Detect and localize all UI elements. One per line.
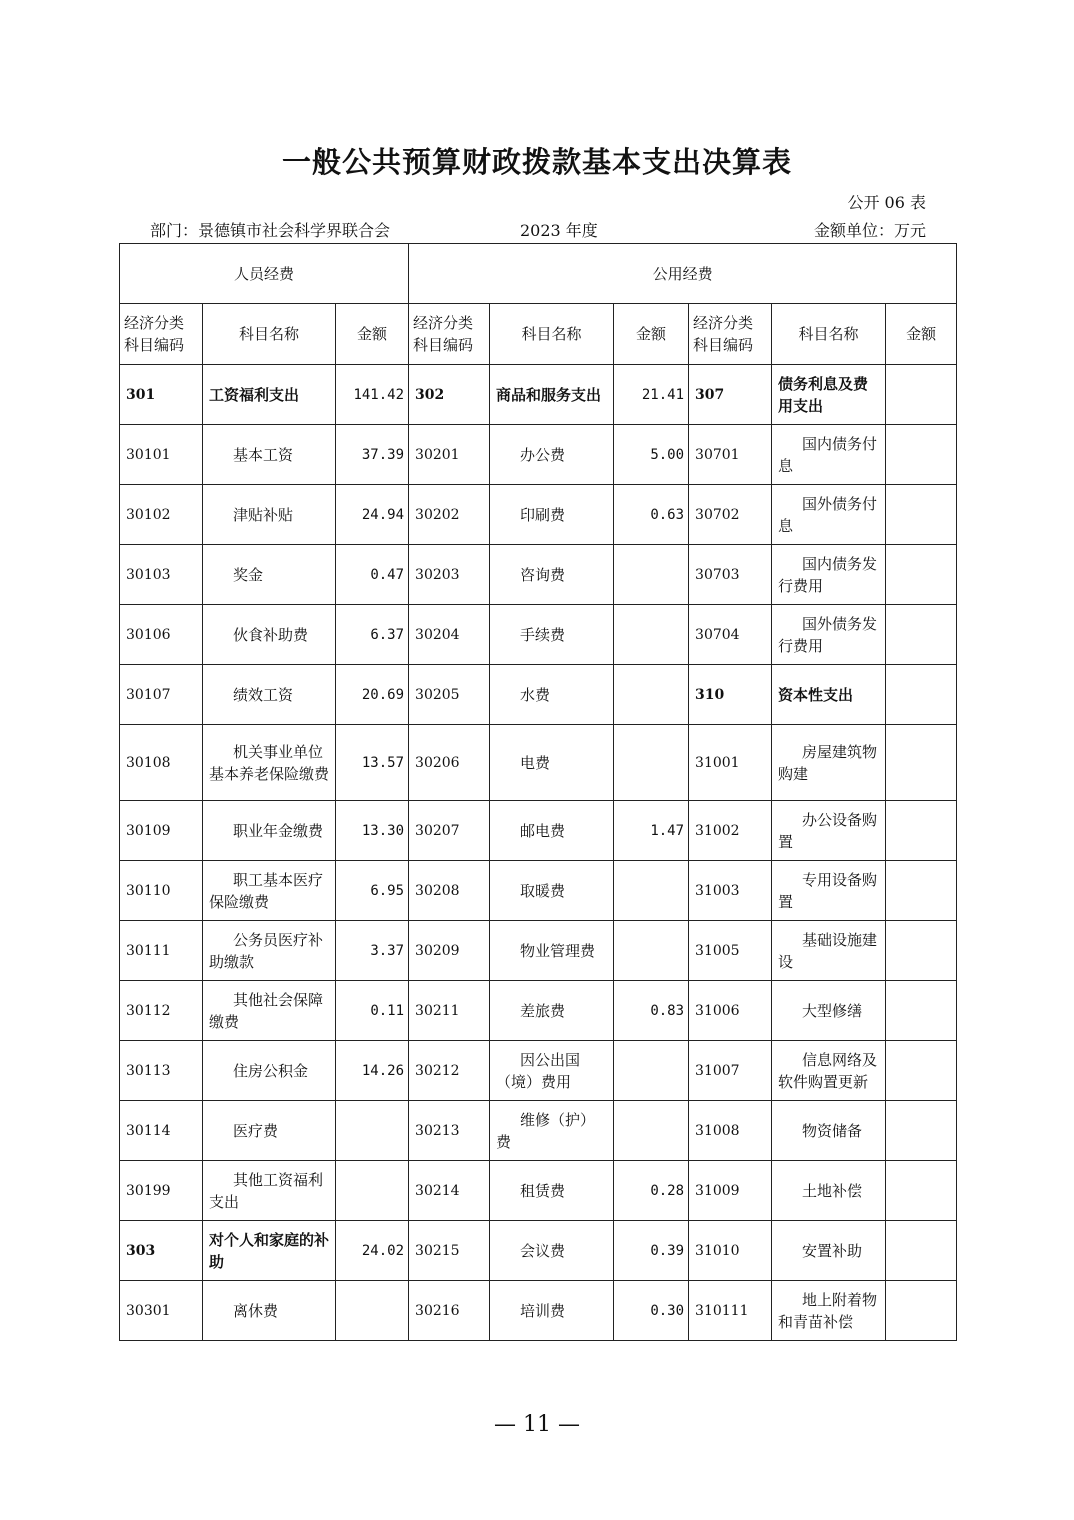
cell-amount (886, 485, 957, 545)
cell-amount: 0.28 (614, 1161, 689, 1221)
cell-name: 地上附着物和青苗补偿 (772, 1281, 886, 1341)
cell-code: 31010 (689, 1221, 772, 1281)
cell-code: 31003 (689, 861, 772, 921)
cell-amount (614, 605, 689, 665)
header-name: 科目名称 (203, 304, 336, 365)
cell-code: 30107 (120, 665, 203, 725)
cell-amount: 0.39 (614, 1221, 689, 1281)
cell-name: 物业管理费 (490, 921, 614, 981)
cell-code: 30199 (120, 1161, 203, 1221)
cell-name: 对个人和家庭的补助 (203, 1221, 336, 1281)
cell-amount: 24.02 (336, 1221, 409, 1281)
cell-amount: 24.94 (336, 485, 409, 545)
cell-amount (886, 425, 957, 485)
table-row (120, 1161, 957, 1221)
table-row (120, 725, 957, 801)
group-public: 公用经费 (409, 244, 957, 304)
cell-name: 专用设备购置 (772, 861, 886, 921)
cell-name: 手续费 (490, 605, 614, 665)
fiscal-year: 2023 年度 (520, 221, 598, 240)
cell-amount: 14.26 (336, 1041, 409, 1101)
table-row (120, 1101, 957, 1161)
cell-code: 307 (689, 365, 772, 425)
cell-amount (336, 1101, 409, 1161)
cell-code: 31009 (689, 1161, 772, 1221)
cell-amount: 21.41 (614, 365, 689, 425)
cell-name: 维修（护）费 (490, 1101, 614, 1161)
table-row (120, 1221, 957, 1281)
cell-amount (886, 921, 957, 981)
cell-code: 30703 (689, 545, 772, 605)
cell-code: 310111 (689, 1281, 772, 1341)
cell-code: 303 (120, 1221, 203, 1281)
cell-code: 30103 (120, 545, 203, 605)
cell-name: 培训费 (490, 1281, 614, 1341)
cell-amount: 3.37 (336, 921, 409, 981)
department: 部门：景德镇市社会科学界联合会 (150, 221, 391, 240)
header-amount: 金额 (886, 304, 957, 365)
cell-name: 公务员医疗补助缴款 (203, 921, 336, 981)
cell-name: 取暖费 (490, 861, 614, 921)
cell-amount: 6.37 (336, 605, 409, 665)
cell-name: 国外债务发行费用 (772, 605, 886, 665)
cell-code: 30101 (120, 425, 203, 485)
cell-name: 其他社会保障缴费 (203, 981, 336, 1041)
cell-name: 土地补偿 (772, 1161, 886, 1221)
header-code: 经济分类科目编码 (409, 304, 490, 365)
page-number: — 11 — (494, 1412, 580, 1437)
header-name: 科目名称 (772, 304, 886, 365)
cell-code: 31008 (689, 1101, 772, 1161)
cell-name: 离休费 (203, 1281, 336, 1341)
cell-amount: 20.69 (336, 665, 409, 725)
cell-code: 30704 (689, 605, 772, 665)
cell-amount: 5.00 (614, 425, 689, 485)
cell-code: 31007 (689, 1041, 772, 1101)
cell-name: 国外债务付息 (772, 485, 886, 545)
cell-code: 30111 (120, 921, 203, 981)
table-row (120, 665, 957, 725)
cell-code: 30214 (409, 1161, 490, 1221)
cell-name: 差旅费 (490, 981, 614, 1041)
header-code: 经济分类科目编码 (120, 304, 203, 365)
cell-code: 30109 (120, 801, 203, 861)
cell-amount (886, 725, 957, 801)
cell-code: 31001 (689, 725, 772, 801)
cell-amount (886, 801, 957, 861)
cell-amount: 37.39 (336, 425, 409, 485)
cell-amount: 0.47 (336, 545, 409, 605)
cell-code: 30209 (409, 921, 490, 981)
cell-name: 工资福利支出 (203, 365, 336, 425)
cell-code: 30205 (409, 665, 490, 725)
cell-amount (886, 665, 957, 725)
cell-amount (614, 545, 689, 605)
cell-amount (614, 861, 689, 921)
cell-code: 30202 (409, 485, 490, 545)
cell-name: 因公出国（境）费用 (490, 1041, 614, 1101)
cell-name: 安置补助 (772, 1221, 886, 1281)
cell-amount (886, 545, 957, 605)
cell-code: 30106 (120, 605, 203, 665)
table-number: 公开 06 表 (847, 193, 926, 212)
cell-name: 伙食补助费 (203, 605, 336, 665)
cell-code: 30206 (409, 725, 490, 801)
cell-amount (886, 605, 957, 665)
amount-unit: 金额单位：万元 (813, 221, 926, 240)
cell-code: 31006 (689, 981, 772, 1041)
cell-name: 医疗费 (203, 1101, 336, 1161)
table-row (120, 861, 957, 921)
cell-code: 30110 (120, 861, 203, 921)
cell-name: 印刷费 (490, 485, 614, 545)
cell-amount (336, 1161, 409, 1221)
cell-amount (886, 1281, 957, 1341)
cell-name: 水费 (490, 665, 614, 725)
cell-name: 津贴补贴 (203, 485, 336, 545)
cell-name: 职业年金缴费 (203, 801, 336, 861)
column-header-row (120, 304, 957, 365)
header-amount: 金额 (336, 304, 409, 365)
cell-amount (886, 1101, 957, 1161)
cell-code: 30108 (120, 725, 203, 801)
cell-name: 基本工资 (203, 425, 336, 485)
cell-amount (886, 981, 957, 1041)
cell-amount (336, 1281, 409, 1341)
page-title: 一般公共预算财政拨款基本支出决算表 (281, 145, 792, 179)
cell-amount (886, 365, 957, 425)
cell-name: 奖金 (203, 545, 336, 605)
cell-amount (886, 1161, 957, 1221)
cell-name: 办公设备购置 (772, 801, 886, 861)
cell-name: 办公费 (490, 425, 614, 485)
cell-code: 30114 (120, 1101, 203, 1161)
cell-amount (886, 861, 957, 921)
cell-code: 30213 (409, 1101, 490, 1161)
cell-code: 30702 (689, 485, 772, 545)
cell-amount (614, 725, 689, 801)
cell-name: 绩效工资 (203, 665, 336, 725)
cell-amount (886, 1221, 957, 1281)
cell-code: 30204 (409, 605, 490, 665)
cell-amount: 1.47 (614, 801, 689, 861)
cell-name: 职工基本医疗保险缴费 (203, 861, 336, 921)
cell-name: 信息网络及软件购置更新 (772, 1041, 886, 1101)
cell-code: 30102 (120, 485, 203, 545)
cell-code: 31005 (689, 921, 772, 981)
cell-amount (614, 1101, 689, 1161)
cell-name: 房屋建筑物购建 (772, 725, 886, 801)
cell-name: 商品和服务支出 (490, 365, 614, 425)
cell-amount (614, 1041, 689, 1101)
table-row (120, 1041, 957, 1101)
cell-name: 咨询费 (490, 545, 614, 605)
cell-code: 30701 (689, 425, 772, 485)
cell-code: 30203 (409, 545, 490, 605)
cell-amount: 0.11 (336, 981, 409, 1041)
cell-code: 30216 (409, 1281, 490, 1341)
cell-code: 30212 (409, 1041, 490, 1101)
table-row (120, 605, 957, 665)
cell-amount: 0.83 (614, 981, 689, 1041)
cell-name: 国内债务发行费用 (772, 545, 886, 605)
cell-name: 债务利息及费用支出 (772, 365, 886, 425)
cell-code: 30207 (409, 801, 490, 861)
table-row (120, 921, 957, 981)
cell-amount (614, 921, 689, 981)
table-row (120, 801, 957, 861)
cell-amount: 0.63 (614, 485, 689, 545)
cell-name: 资本性支出 (772, 665, 886, 725)
cell-code: 30113 (120, 1041, 203, 1101)
cell-code: 30215 (409, 1221, 490, 1281)
cell-code: 301 (120, 365, 203, 425)
expenditure-table (119, 243, 957, 1341)
cell-name: 租赁费 (490, 1161, 614, 1221)
cell-name: 物资储备 (772, 1101, 886, 1161)
cell-amount: 13.30 (336, 801, 409, 861)
cell-code: 30208 (409, 861, 490, 921)
cell-amount: 141.42 (336, 365, 409, 425)
cell-code: 31002 (689, 801, 772, 861)
cell-code: 30112 (120, 981, 203, 1041)
header-name: 科目名称 (490, 304, 614, 365)
table-row (120, 545, 957, 605)
cell-code: 30301 (120, 1281, 203, 1341)
cell-amount: 13.57 (336, 725, 409, 801)
cell-name: 住房公积金 (203, 1041, 336, 1101)
table-row (120, 485, 957, 545)
cell-name: 机关事业单位基本养老保险缴费 (203, 725, 336, 801)
cell-code: 30201 (409, 425, 490, 485)
cell-name: 会议费 (490, 1221, 614, 1281)
cell-code: 30211 (409, 981, 490, 1041)
cell-name: 大型修缮 (772, 981, 886, 1041)
cell-amount: 0.30 (614, 1281, 689, 1341)
table-row (120, 425, 957, 485)
table-row (120, 1281, 957, 1341)
cell-name: 其他工资福利支出 (203, 1161, 336, 1221)
header-code: 经济分类科目编码 (689, 304, 772, 365)
cell-code: 310 (689, 665, 772, 725)
cell-name: 邮电费 (490, 801, 614, 861)
cell-amount (886, 1041, 957, 1101)
cell-name: 基础设施建设 (772, 921, 886, 981)
cell-code: 302 (409, 365, 490, 425)
group-personnel: 人员经费 (120, 244, 409, 304)
cell-amount (614, 665, 689, 725)
header-amount: 金额 (614, 304, 689, 365)
cell-name: 电费 (490, 725, 614, 801)
table-row (120, 365, 957, 425)
cell-amount: 6.95 (336, 861, 409, 921)
table-row (120, 981, 957, 1041)
group-header-row (120, 244, 957, 304)
cell-name: 国内债务付息 (772, 425, 886, 485)
